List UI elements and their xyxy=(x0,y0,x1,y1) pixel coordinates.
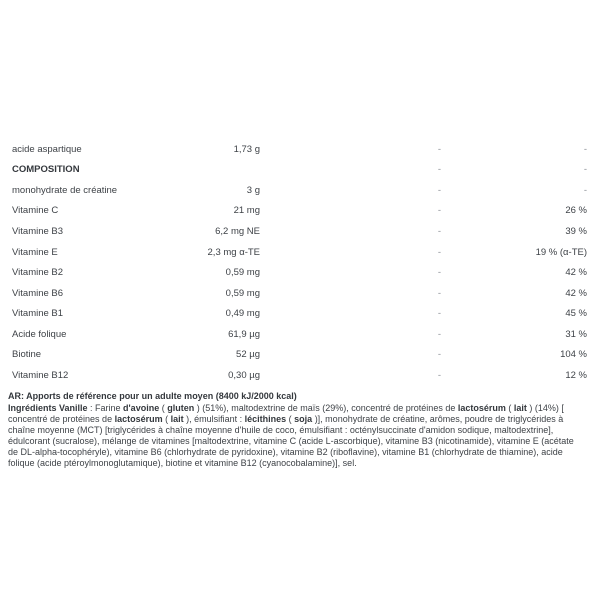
composition-table xyxy=(0,139,587,386)
reference-intake-percent: 42 % xyxy=(565,267,587,279)
nutrient-name: Vitamine E xyxy=(12,246,58,258)
nutrient-amount: 0,59 mg xyxy=(225,267,260,279)
table-row xyxy=(0,263,587,284)
table-row xyxy=(0,324,587,345)
reference-intake-percent: 12 % xyxy=(565,370,587,382)
column3-value: - xyxy=(437,328,441,340)
nutrient-name: COMPOSITION xyxy=(12,164,80,176)
nutrient-amount: 1,73 g xyxy=(233,143,260,155)
column3-value: - xyxy=(437,205,441,217)
table-row xyxy=(0,345,587,366)
reference-intake-percent: 26 % xyxy=(565,205,587,217)
reference-intake-note: AR: Apports de référence pour un adulte moyen (8400 kJ/2000 kcal) xyxy=(8,391,297,401)
column3-value: - xyxy=(437,308,441,320)
ingredients-paragraph: Ingrédients Vanille : Farine d'avoine ( gluten ) (51%), maltodextrine de maïs (29%), concentré de protéines de lactosérum ( lait ) (14%) [ concentré de protéines de lactosérum ( lait ), émulsifiant : lécithines ( soja )], monohydrate de créatine, arômes, poudre de triglycérides à chaîne moyenne (MCT) [triglycérides à chaîne moyenne d'huile de coco, émulsifiant : octénylsuccinate d'amidon sodique, maltodextrine], édulcorant (sucralose), mélange de vitamines [maltodextrine, vitamine C (acide L-ascorbique), vitamine B3 (nicotinamide), vitamine E (acétate de DL-alpha-tocophéryle), vitamine B6 (chlorhydrate de pyridoxine), vitamine B2 (riboflavine), vitamine B1 (chlorhydrate de thiamine), acide folique (acide ptéroylmonoglutamique), biotine et vitamine B12 (cyanocobalamine)], sel. xyxy=(8,403,574,468)
nutrient-amount: 6,2 mg NE xyxy=(215,225,260,237)
nutrient-name: Vitamine B12 xyxy=(12,370,69,382)
nutrient-name: Vitamine B3 xyxy=(12,225,64,237)
table-row xyxy=(0,366,587,387)
nutrient-name: Vitamine B2 xyxy=(12,267,64,279)
table-row xyxy=(0,180,587,201)
nutrient-name: acide aspartique xyxy=(12,143,82,155)
reference-intake-percent: - xyxy=(583,184,587,196)
nutrient-amount: 0,59 mg xyxy=(225,287,260,299)
column3-value: - xyxy=(437,246,441,258)
column3-value: - xyxy=(437,370,441,382)
reference-intake-percent: - xyxy=(583,164,587,176)
column3-value: - xyxy=(437,164,441,176)
column3-value: - xyxy=(437,184,441,196)
column3-value: - xyxy=(437,287,441,299)
nutrient-amount: 3 g xyxy=(246,184,260,196)
nutrient-name: Biotine xyxy=(12,349,42,361)
column3-value: - xyxy=(437,143,441,155)
table-row xyxy=(0,304,587,325)
nutrient-amount: 61,9 µg xyxy=(228,328,260,340)
reference-intake-percent: 31 % xyxy=(565,328,587,340)
table-row xyxy=(0,139,587,160)
nutrient-name: Vitamine B6 xyxy=(12,287,64,299)
nutrient-amount: 0,30 µg xyxy=(228,370,260,382)
column3-value: - xyxy=(437,267,441,279)
reference-intake-percent: 45 % xyxy=(565,308,587,320)
nutrient-amount: 52 µg xyxy=(236,349,260,361)
table-row xyxy=(0,160,587,181)
table-row xyxy=(0,201,587,222)
nutrient-amount: 21 mg xyxy=(233,205,260,217)
nutrient-amount: 0,49 mg xyxy=(225,308,260,320)
reference-intake-percent: 42 % xyxy=(565,287,587,299)
table-row xyxy=(0,221,587,242)
reference-intake-percent: 39 % xyxy=(565,225,587,237)
column3-value: - xyxy=(437,349,441,361)
reference-intake-percent: - xyxy=(583,143,587,155)
nutrient-name: monohydrate de créatine xyxy=(12,184,118,196)
reference-intake-percent: 104 % xyxy=(560,349,587,361)
nutrient-name: Acide folique xyxy=(12,328,67,340)
table-row xyxy=(0,242,587,263)
reference-intake-percent: 19 % (α-TE) xyxy=(535,246,587,258)
table-row xyxy=(0,283,587,304)
nutrient-amount: 2,3 mg α-TE xyxy=(207,246,260,258)
nutrient-name: Vitamine C xyxy=(12,205,59,217)
nutrient-name: Vitamine B1 xyxy=(12,308,64,320)
column3-value: - xyxy=(437,225,441,237)
